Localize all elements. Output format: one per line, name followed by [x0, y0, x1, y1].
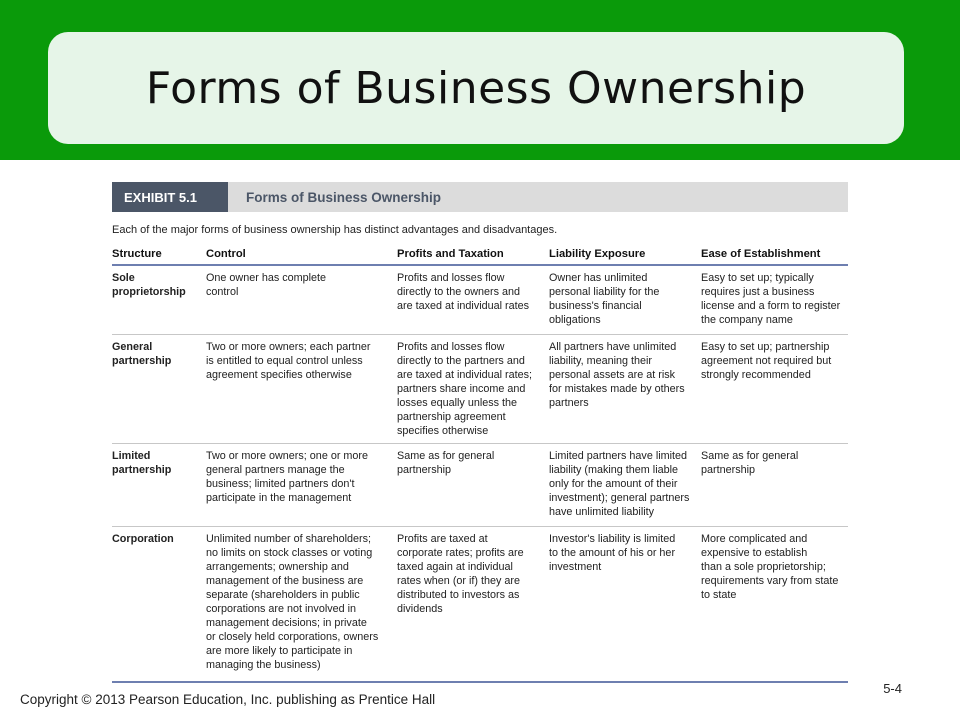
header-ease-of-establishment: Ease of Establishment — [701, 248, 821, 260]
structure-cell: General partnership — [112, 341, 172, 367]
exhibit-tag: EXHIBIT 5.1 — [112, 182, 228, 212]
exhibit-bar — [112, 182, 848, 212]
table-row — [112, 266, 848, 335]
exhibit-title: Forms of Business Ownership — [246, 189, 442, 205]
control-cell: Two or more owners; one or more general partners manage the business; limited partners don't participate in the management — [206, 450, 369, 504]
ease-cell: Easy to set up; typically requires just a business license and a form to register the company name — [701, 272, 841, 326]
copyright-footer: Copyright © 2013 Pearson Education, Inc. publishing as Prentice Hall — [20, 692, 436, 707]
structure-cell: Sole proprietorship — [112, 272, 186, 298]
profits-cell: Profits are taxed at corporate rates; profits are taxed again at individual rates when (or if) they are distributed to investors as dividends — [397, 533, 524, 615]
title-box — [48, 32, 904, 144]
exhibit-intro: Each of the major forms of business ownership has distinct advantages and disadvantages. — [112, 224, 558, 236]
liability-cell: All partners have unlimited liability, meaning their personal assets are at risk for mistakes made by others partners — [549, 341, 685, 409]
table-row — [112, 335, 848, 444]
header-control: Control — [206, 248, 246, 260]
ease-cell: Easy to set up; partnership agreement not required but strongly recommended — [701, 341, 832, 381]
page-number: 5-4 — [883, 681, 902, 696]
slide-title: Forms of Business Ownership — [145, 62, 807, 114]
control-cell: Two or more owners; each partner is entitled to equal control unless agreement specifies otherwise — [206, 341, 371, 381]
header-profits-taxation: Profits and Taxation — [397, 248, 504, 260]
structure-cell: Limited partnership — [112, 450, 172, 476]
control-cell: Unlimited number of shareholders; no limits on stock classes or voting arrangements; ownership and management of the business are separate (shareholders in public corporations are not involved in management decisions; in private or closely held corporations, owners are more likely to participate in managing the business) — [206, 533, 379, 671]
ease-cell: More complicated and expensive to establish than a sole proprietorship; requirements vary from state to state — [701, 533, 839, 601]
profits-cell: Profits and losses flow directly to the owners and are taxed at individual rates — [397, 272, 530, 312]
table-row — [112, 444, 848, 527]
profits-cell: Profits and losses flow directly to the partners and are taxed at individual rates; partners share income and losses equally unless the partnership agreement specifies otherwise — [397, 341, 533, 437]
control-cell: One owner has complete control — [206, 272, 327, 298]
table-row — [112, 527, 848, 683]
table-header-row — [112, 244, 848, 266]
header-structure: Structure — [112, 248, 162, 260]
liability-cell: Investor's liability is limited to the amount of his or her investment — [549, 533, 676, 573]
profits-cell: Same as for general partnership — [397, 450, 495, 476]
liability-cell: Owner has unlimited personal liability for the business's financial obligations — [549, 272, 660, 326]
ease-cell: Same as for general partnership — [701, 450, 799, 476]
ownership-table — [112, 244, 848, 683]
liability-cell: Limited partners have limited liability (making them liable only for the amount of their investment); general partners have unlimited liability — [549, 450, 690, 518]
structure-cell: Corporation — [112, 533, 174, 545]
header-liability-exposure: Liability Exposure — [549, 248, 646, 260]
